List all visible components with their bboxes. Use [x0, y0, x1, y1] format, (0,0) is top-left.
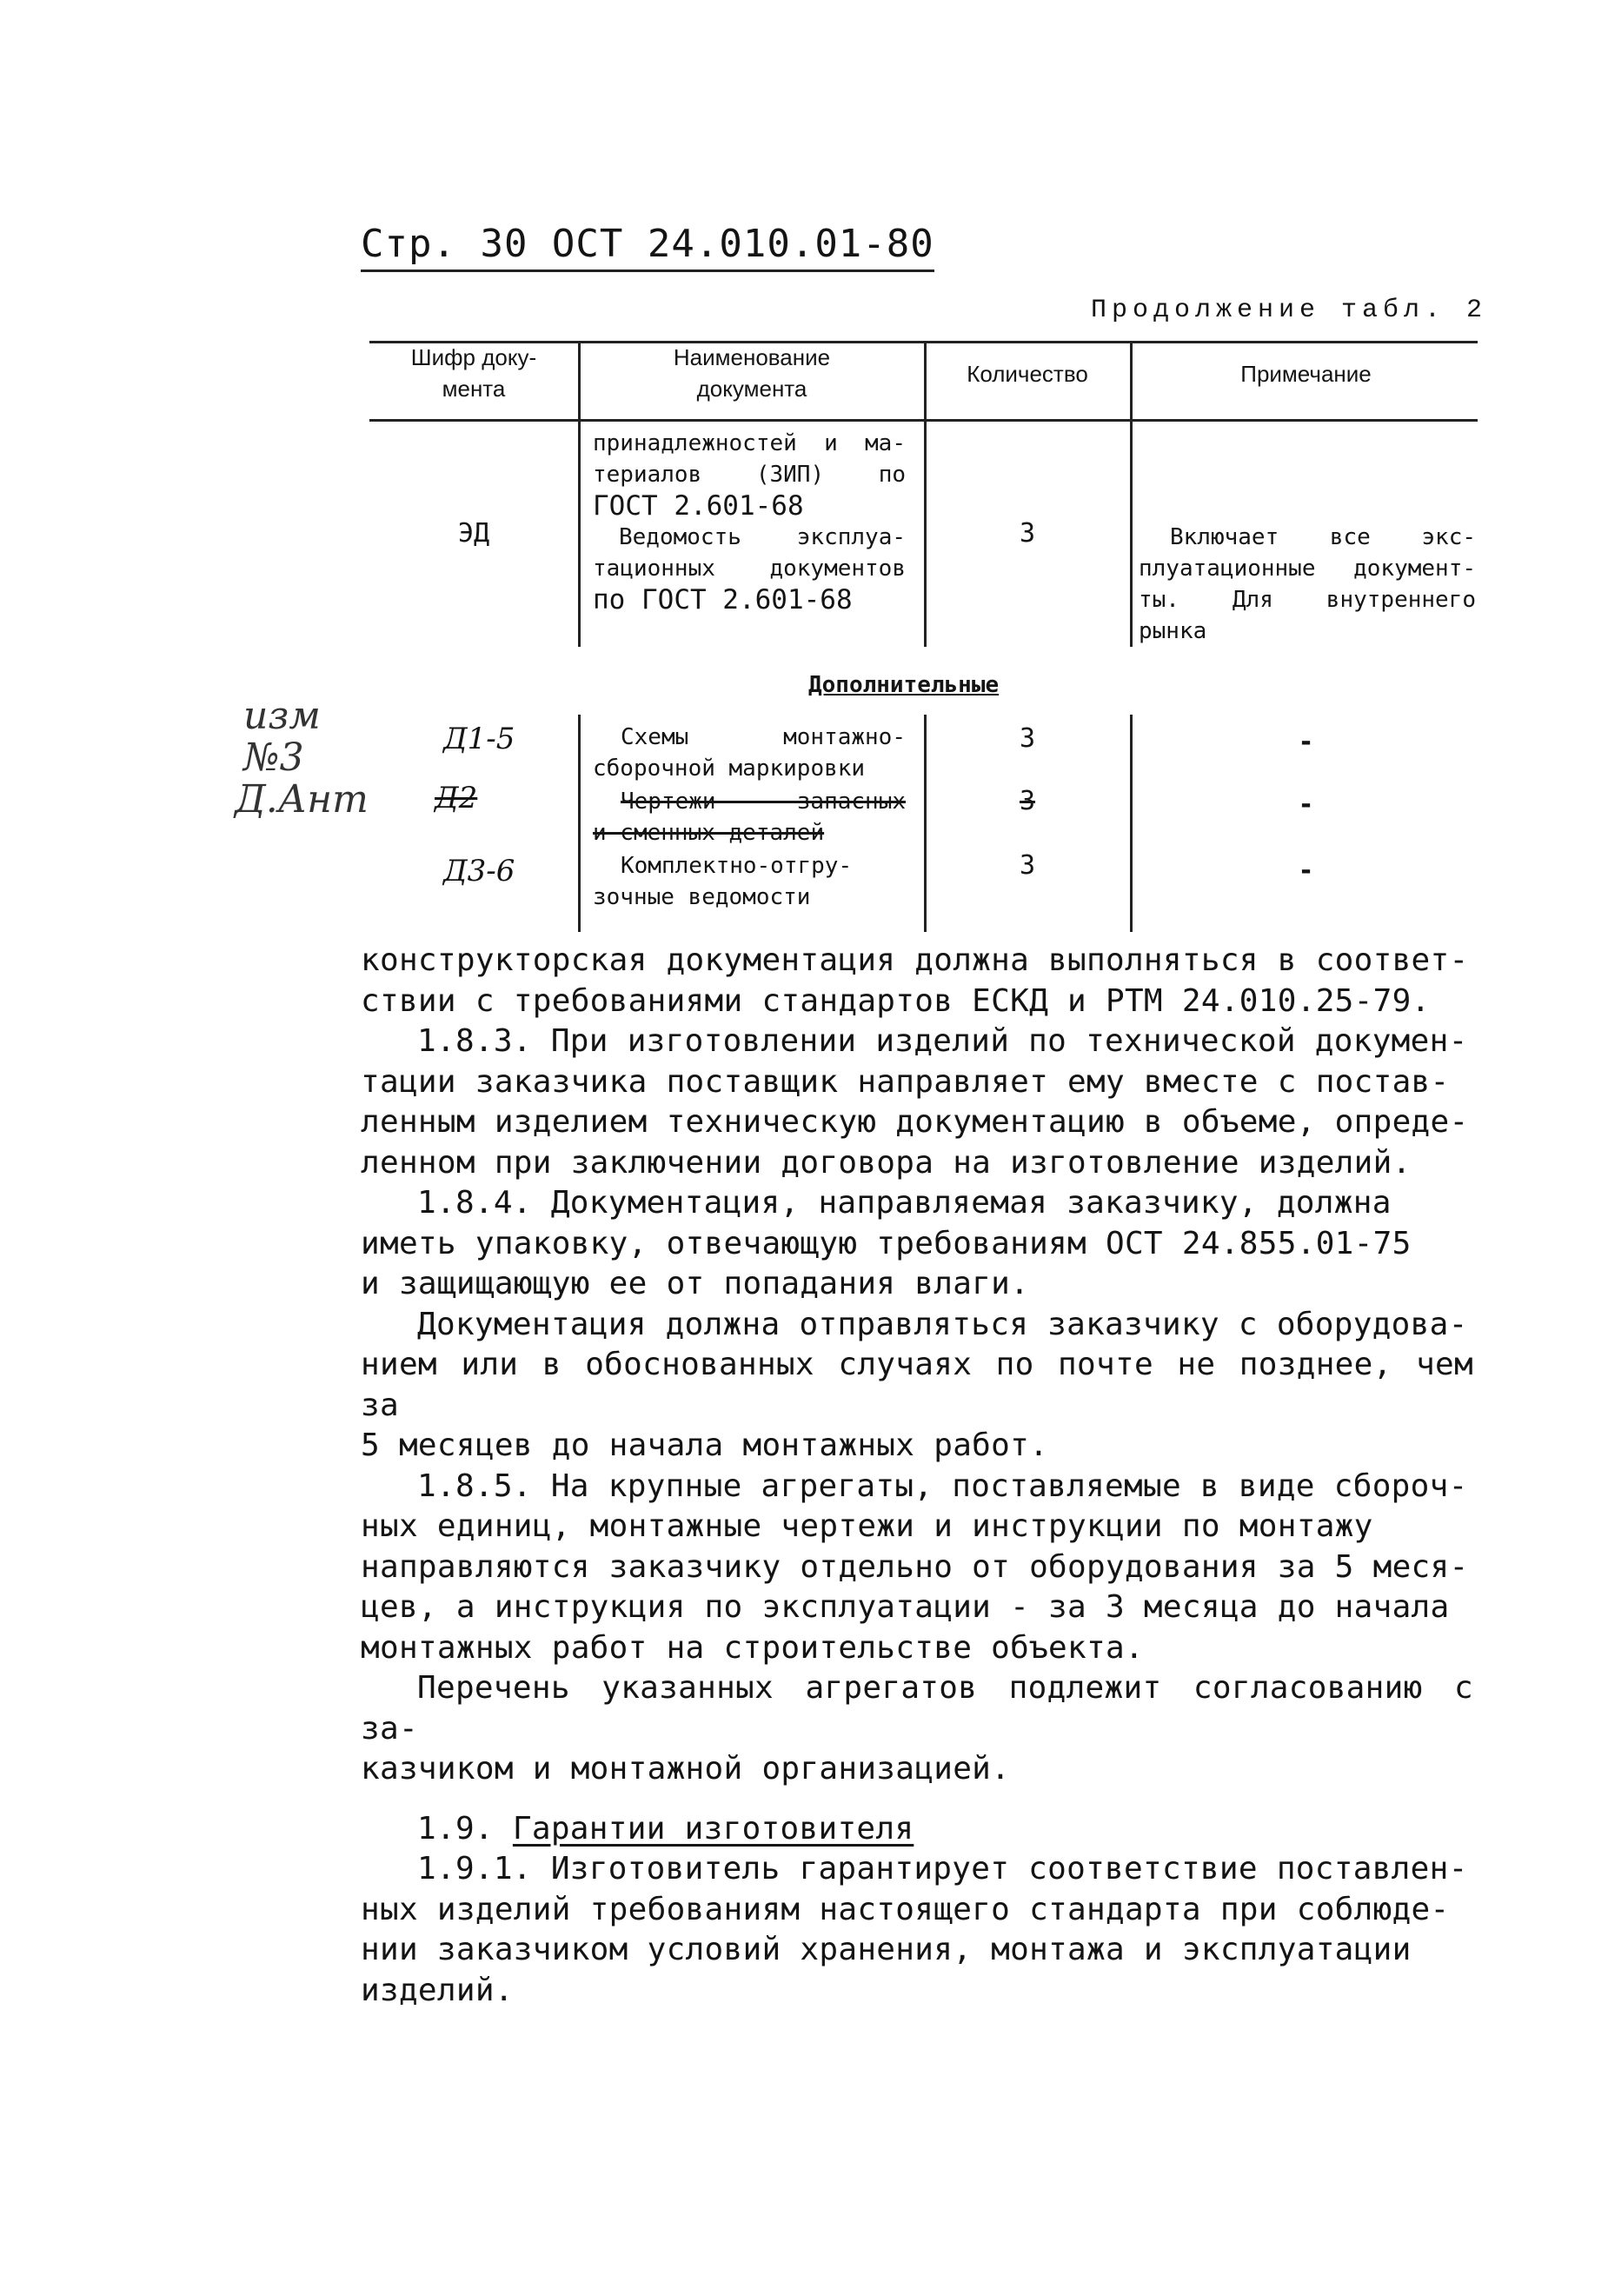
col-divider: [578, 715, 581, 932]
paragraph-1-8-3: 1.8.3. При изготовлении изделий по технической докумен- тации заказчика поставщик направляет ему вместе с постав- ленным изделием техническую документацию в объеме, опреде- ленном при заключении договора на изготовление изделий.: [361, 1023, 1469, 1181]
paragraph: конструкторская документация должна выполняться в соответ- ствии с требованиями стандартов ЕСКД и РТМ 24.010.25-79.: [361, 942, 1469, 1019]
col-divider: [924, 341, 927, 419]
paragraph: Перечень указанных агрегатов подлежит согласованию с за- казчиком и монтажной организацией.: [361, 1670, 1473, 1787]
paragraph-1-9-1: 1.9.1. Изготовитель гарантирует соответствие поставлен- ных изделий требованиям настоящего стандарта при соблюде- нии заказчиком условий хранения, монтажа и эксплуатации изделий.: [361, 1851, 1468, 2008]
row-note: -: [1298, 855, 1314, 886]
handwritten-margin-note: изм №3 Д.Ант: [235, 694, 369, 822]
table-continuation-label: Продолжение табл. 2: [1091, 296, 1488, 325]
row-code: ЭД: [457, 518, 490, 549]
paragraph: Документация должна отправляться заказчику с оборудова- нием или в обоснованных случаях по почте не позднее, чем за 5 месяцев до начала монтажных работ.: [361, 1306, 1473, 1463]
row-name: Комплектно-отгру- зочные ведомости: [593, 853, 853, 910]
row-quantity: 3: [1019, 518, 1036, 549]
paragraph-1-8-5: 1.8.5. На крупные агрегаты, поставляемые в виде сбороч- ных единиц, монтажные чертежи и инструкции по монтажу направляются заказчику отдельно от оборудования за 5 меся- цев, а инструкция по эксплуатации - за 3 месяца до начала монтажных работ на строительстве объекта.: [361, 1467, 1469, 1666]
row-note: Включает все экс- плуатационные документ- ты. Для внутреннего рынка: [1139, 524, 1476, 644]
row-name: принадлежностей и ма- териалов (ЗИП) по ГОСТ 2.601-68 Ведомость эксплуа- тационных документов по ГОСТ 2.601-68: [593, 430, 906, 616]
col-divider: [578, 341, 581, 419]
section-heading-1-9: 1.9. Гарантии изготовителя: [417, 1810, 914, 1847]
row-quantity: 3: [1019, 850, 1036, 881]
page-header: Стр. 30 ОСТ 24.010.01-80: [361, 222, 934, 272]
row-code-struck: Д2: [435, 781, 478, 815]
row-quantity: 3: [1019, 723, 1036, 754]
row-note: -: [1298, 727, 1314, 757]
paragraph-1-8-4: 1.8.4. Документация, направляемая заказчику, должна иметь упаковку, отвечающую требованиям ОСТ 24.855.01-75 и защищающую ее от попадания влаги.: [361, 1185, 1412, 1301]
row-quantity-struck: 3: [1019, 786, 1036, 816]
row-name: Схемы монтажно- сборочной маркировки: [593, 724, 906, 782]
col-divider: [924, 715, 927, 932]
col-divider: [1130, 715, 1133, 932]
row-name-struck: Чертежи запасных и сменных деталей: [593, 789, 906, 846]
row-note: -: [1298, 789, 1314, 820]
col-divider: [1130, 419, 1133, 647]
row-code: Д3-6: [443, 854, 515, 888]
col-header-quantity: Количество: [967, 361, 1088, 387]
col-divider: [924, 419, 927, 647]
section-label-additional: Дополнительные: [808, 672, 1000, 698]
col-divider: [578, 419, 581, 647]
col-header-name: Наименование документа: [673, 344, 831, 402]
col-header-code: Шифр доку- мента: [410, 344, 537, 402]
col-header-note: Примечание: [1240, 361, 1372, 387]
col-divider: [1130, 341, 1133, 419]
row-code: Д1-5: [443, 722, 515, 756]
body-text: [361, 941, 1473, 2011]
